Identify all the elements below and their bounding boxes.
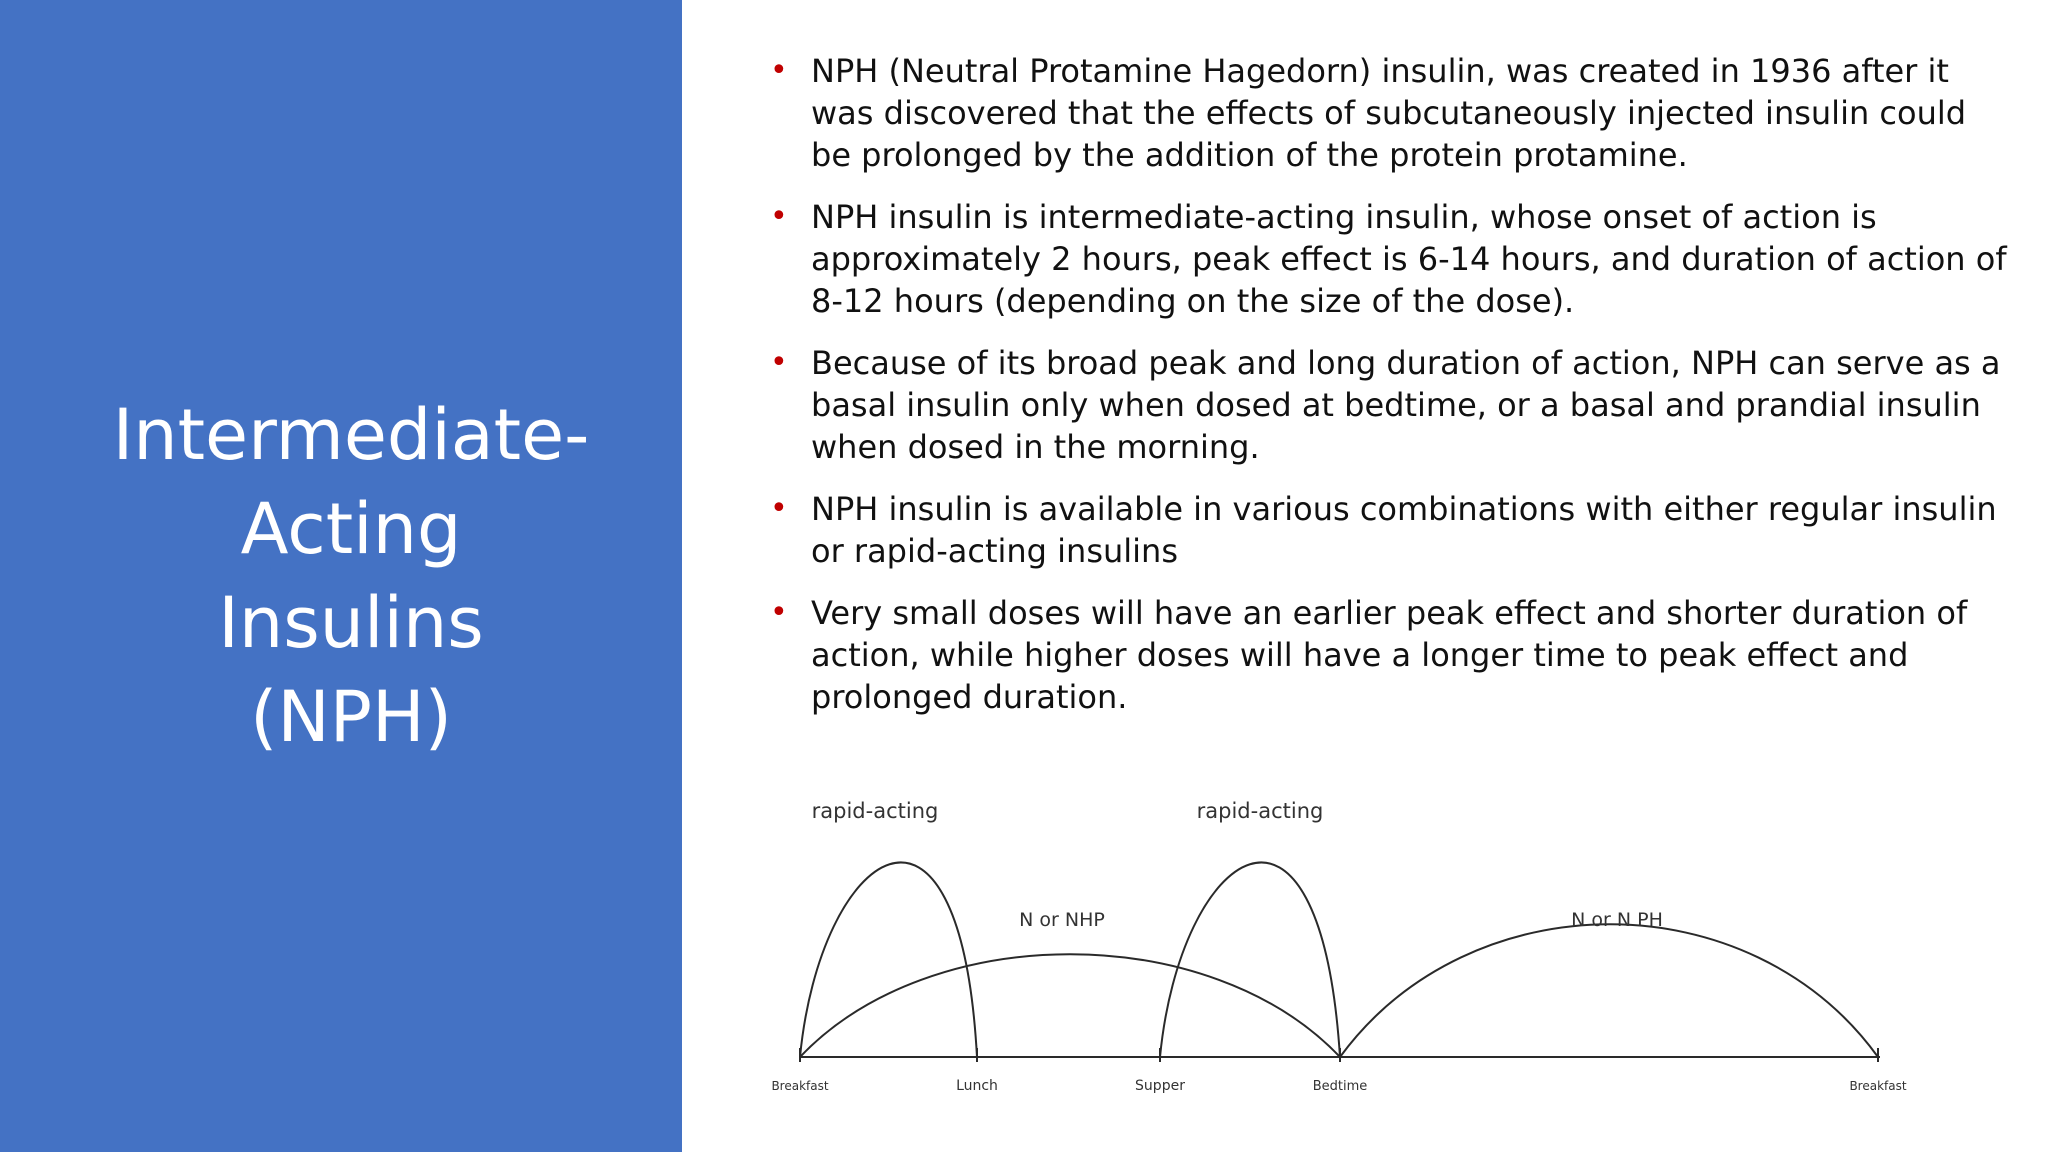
bullet-dot-icon: • [770, 491, 788, 526]
bullet-item [770, 196, 2010, 322]
bullet-dot-icon: • [770, 595, 788, 630]
rapid-acting-curve-1 [800, 862, 977, 1057]
bullet-text: NPH (Neutral Protamine Hagedorn) insulin, was created in 1936 after it was discovered that the effects of subcutaneously injected insulin could be prolonged by the addition of the protein protamine. [811, 52, 1967, 174]
time-label-lunch: Lunch [956, 1078, 998, 1094]
nph-curve-morning [800, 954, 1340, 1057]
time-label-supper: Supper [1135, 1078, 1185, 1094]
bullet-list [770, 50, 2010, 738]
title-panel [0, 0, 682, 1152]
time-label-bedtime: Bedtime [1312, 1079, 1368, 1094]
label-nph-2: N or N PH [1571, 909, 1663, 931]
label-rapid-acting-2: rapid-acting [1196, 799, 1324, 823]
rapid-acting-curve-2 [1160, 862, 1340, 1057]
slide-title: Intermediate- Acting Insulins (NPH) [112, 394, 590, 758]
time-label-breakfast-next: Breakfast [1849, 1079, 1907, 1093]
label-rapid-acting-1: rapid-acting [811, 799, 939, 823]
bullet-item [770, 488, 2010, 572]
nph-curve-bedtime [1340, 924, 1878, 1057]
bullet-text: NPH insulin is available in various combinations with either regular insulin or rapid-acting insulins [811, 490, 1997, 570]
bullet-item [770, 342, 2010, 468]
time-label-breakfast: Breakfast [771, 1079, 829, 1093]
insulin-action-diagram [760, 790, 1910, 1110]
bullet-text: NPH insulin is intermediate-acting insulin, whose onset of action is approximately 2 hours, peak effect is 6-14 hours, and duration of action of 8-12 hours (depending on the size of the dose). [811, 198, 2007, 320]
bullet-item [770, 50, 2010, 176]
bullet-item [770, 592, 2010, 718]
bullet-text: Very small doses will have an earlier peak effect and shorter duration of action, while higher doses will have a longer time to peak effect and prolonged duration. [811, 594, 1968, 716]
bullet-dot-icon: • [770, 345, 788, 380]
bullet-dot-icon: • [770, 199, 788, 234]
label-nph-1: N or NHP [1019, 909, 1105, 931]
bullet-dot-icon: • [770, 53, 788, 88]
bullet-text: Because of its broad peak and long duration of action, NPH can serve as a basal insulin only when dosed at bedtime, or a basal and prandial insulin when dosed in the morning. [811, 344, 2001, 466]
